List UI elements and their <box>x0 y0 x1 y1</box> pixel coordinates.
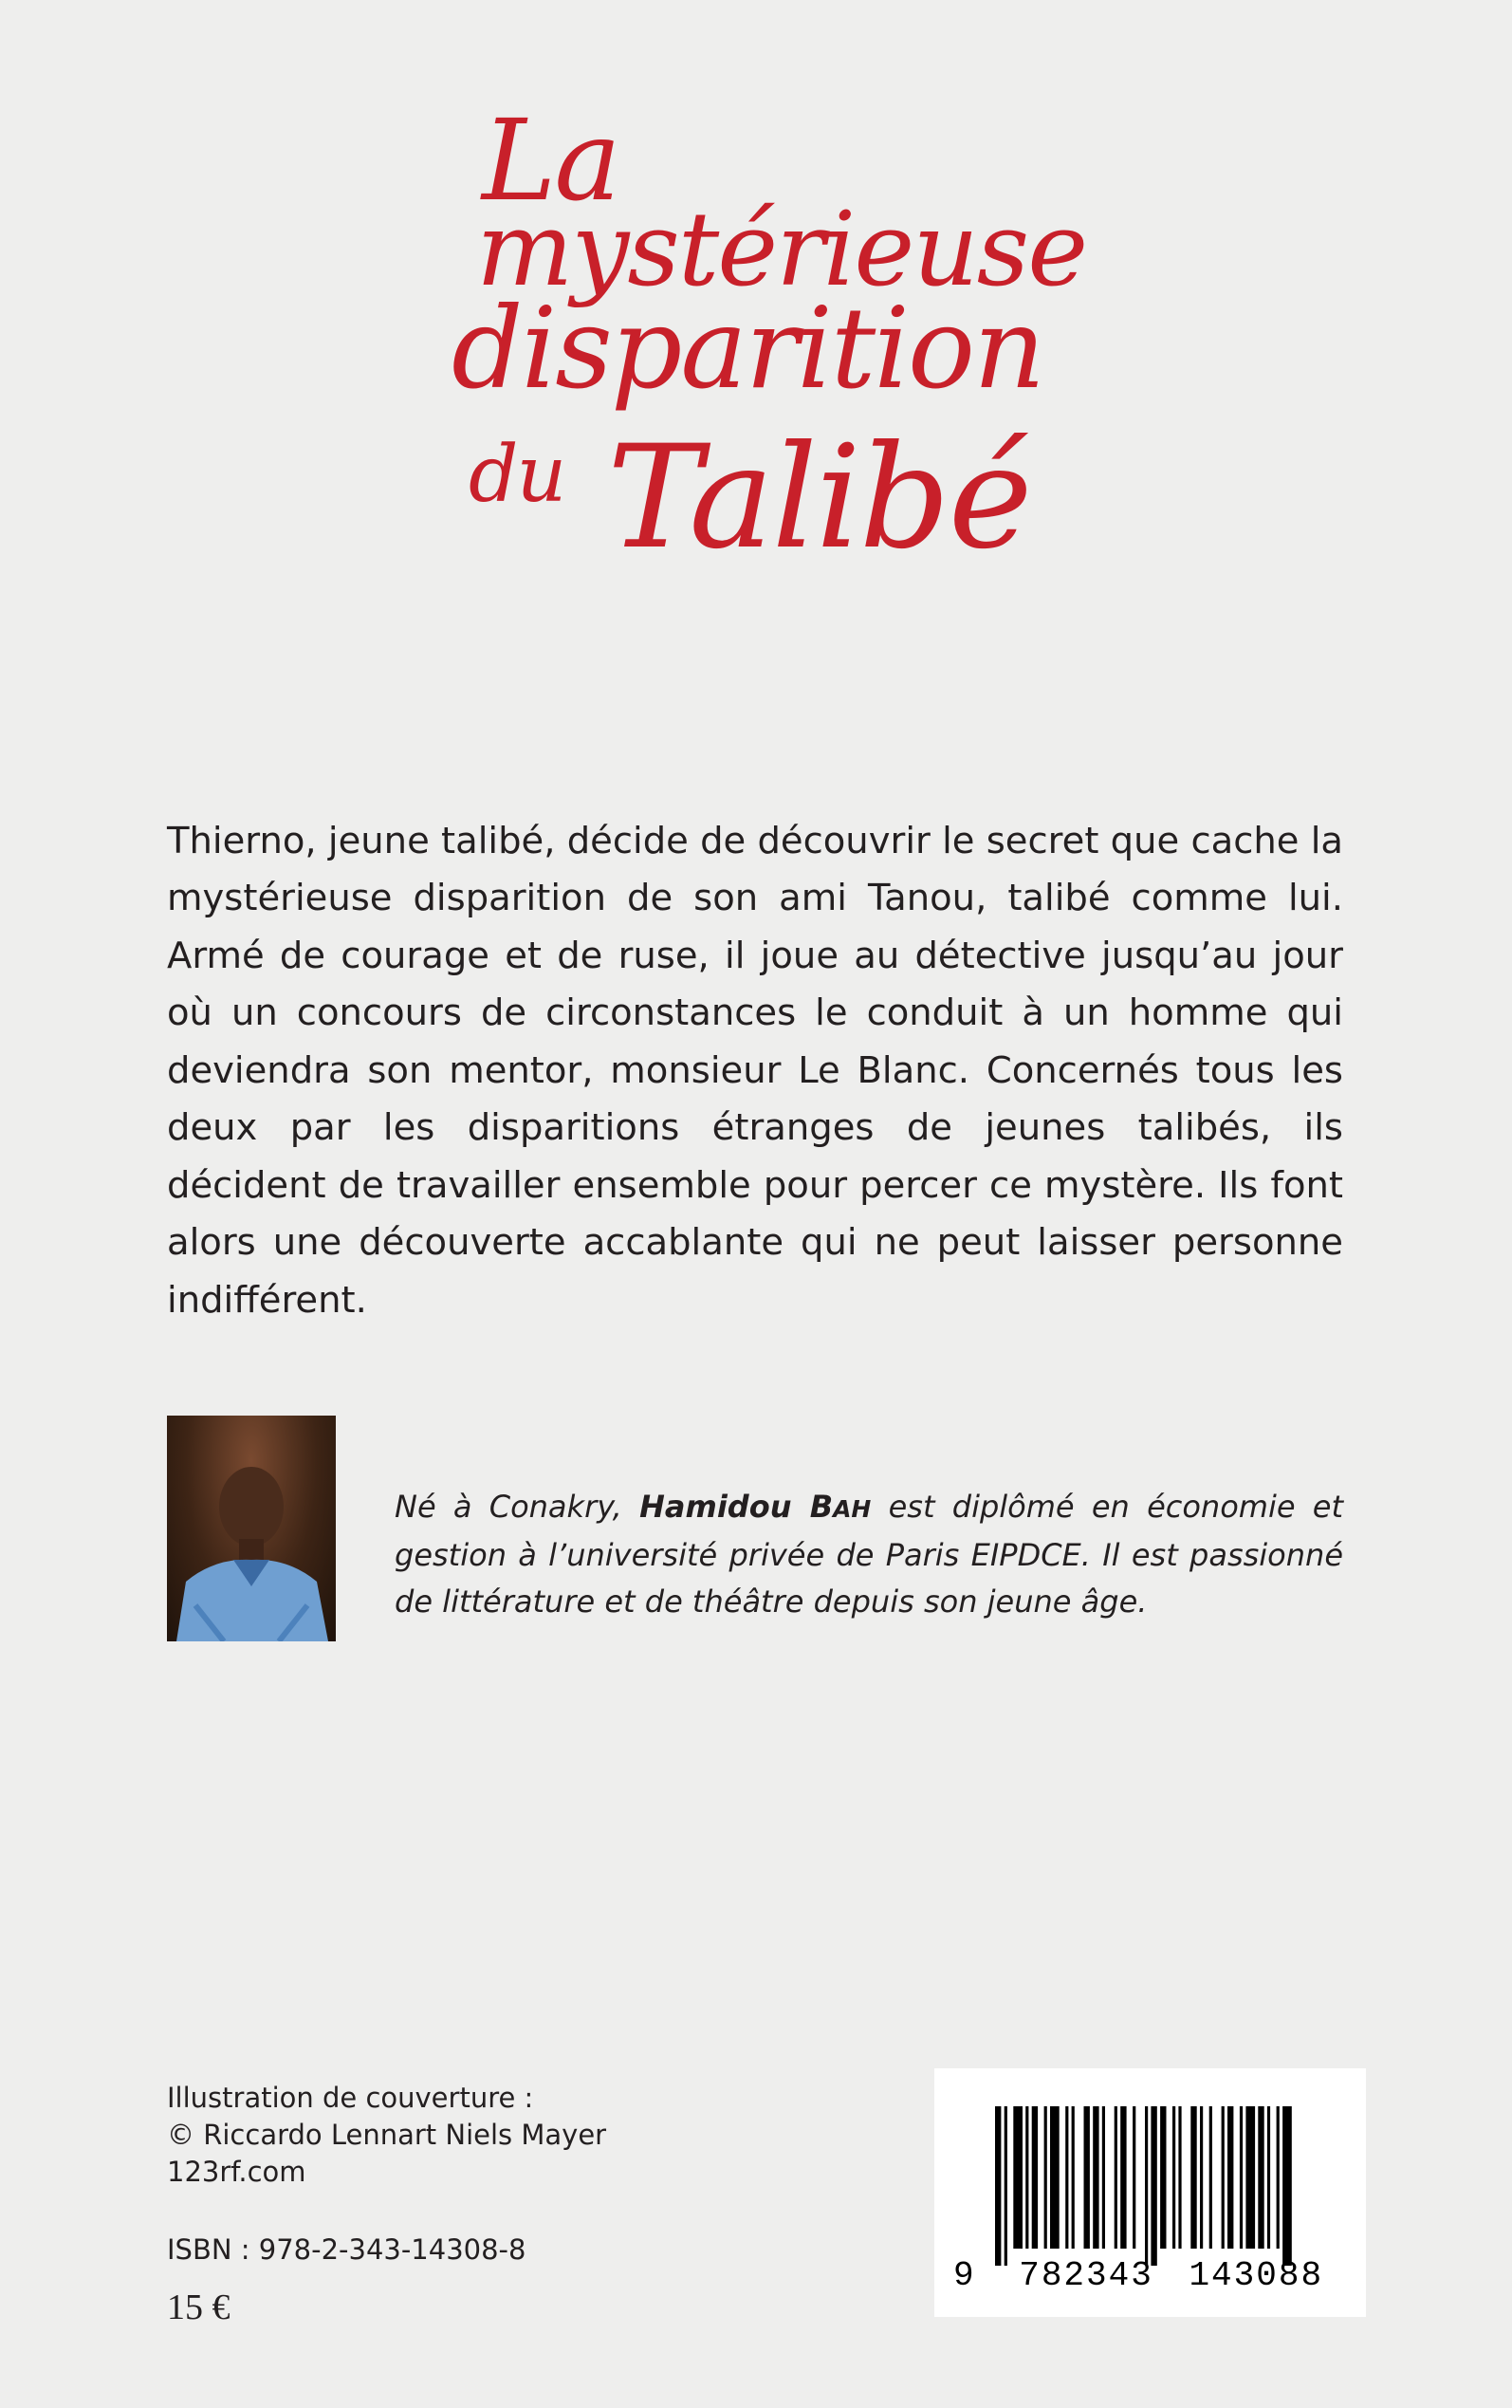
barcode-bar <box>1245 2106 1255 2249</box>
barcode-bar <box>1072 2106 1075 2249</box>
title-line-1: La <box>482 95 619 226</box>
barcode-digits-left: 782343 <box>1019 2256 1153 2295</box>
barcode-bar <box>1065 2106 1068 2249</box>
cover-credits <box>167 2080 736 2191</box>
barcode-bar <box>1172 2106 1175 2249</box>
barcode-bar <box>1222 2106 1225 2249</box>
bio-prefix: Né à Conakry, <box>395 1489 640 1525</box>
barcode-bar <box>1277 2106 1280 2249</box>
barcode-bar <box>1133 2106 1135 2249</box>
barcode-bar <box>1240 2106 1243 2249</box>
credits-line-2: © Riccardo Lennart Niels Mayer <box>167 2119 607 2151</box>
barcode-bar <box>1282 2106 1292 2266</box>
barcode-bar <box>1013 2106 1023 2249</box>
author-photo <box>167 1416 336 1641</box>
isbn: ISBN : 978-2-343-14308-8 <box>167 2233 526 2266</box>
author-name <box>639 1489 871 1525</box>
credits-line-3: 123rf.com <box>167 2156 306 2188</box>
barcode-bar <box>1190 2106 1196 2249</box>
barcode-bar <box>1032 2106 1038 2249</box>
barcode-bar <box>1115 2106 1117 2249</box>
barcode <box>934 2068 1366 2317</box>
barcode-bar <box>1178 2106 1181 2249</box>
barcode-bar <box>1025 2106 1028 2249</box>
title-line-3: disparition <box>452 283 1044 414</box>
barcode-bar <box>1050 2106 1060 2249</box>
book-title <box>417 95 1100 636</box>
barcode-bar <box>1258 2106 1263 2249</box>
title-line-4: du <box>469 430 565 520</box>
credits-line-1: Illustration de couverture : <box>167 2082 534 2114</box>
barcode-bar <box>1102 2106 1105 2249</box>
barcode-bar <box>1044 2106 1047 2249</box>
barcode-digit-first: 9 <box>953 2256 976 2295</box>
barcode-bar <box>1145 2106 1148 2266</box>
barcode-bar <box>1005 2106 1007 2266</box>
barcode-digits <box>953 2256 1356 2295</box>
title-line-2: mystérieuse <box>476 191 1087 309</box>
author-bio <box>395 1484 1343 1625</box>
barcode-digits-right: 143088 <box>1189 2256 1324 2295</box>
barcode-bar <box>1151 2106 1156 2266</box>
barcode-bar <box>1209 2106 1212 2249</box>
author-first-name: Hamidou <box>639 1489 792 1525</box>
barcode-bar <box>1227 2106 1233 2249</box>
barcode-bar <box>1267 2106 1270 2249</box>
barcode-bar <box>1120 2106 1126 2249</box>
author-last-rest: AH <box>833 1495 872 1523</box>
price: 15 € <box>167 2288 230 2327</box>
barcode-bar <box>995 2106 1001 2266</box>
title-line-5: Talibé <box>607 416 1031 581</box>
barcode-bar <box>1160 2106 1166 2249</box>
barcode-bar <box>1084 2106 1090 2249</box>
barcode-bar <box>1093 2106 1098 2249</box>
book-blurb: Thierno, jeune talibé, décide de découvrir le secret que cache la mystérieuse disparition de son ami Tanou, talibé comme lui. Armé de courage et de ruse, il joue au détective jusqu’au jour où un concours de circonstances le conduit à un homme qui deviendra son mentor, monsieur Le Blanc. Concernés tous les deux par les disparitions étranges de jeunes talibés, ils décident de travailler ensemble pour percer ce mystère. Ils font alors une découverte accablante qui ne peut laisser personne indifférent. <box>167 819 1343 1322</box>
barcode-bar <box>1200 2106 1203 2249</box>
bio-suffix: est diplômé en économie et gestion à l’université privée de Paris EIPDCE. Il est passionné de littérature et de théâtre depuis son jeune âge. <box>395 1489 1344 1620</box>
author-last-initial: B <box>809 1489 834 1525</box>
